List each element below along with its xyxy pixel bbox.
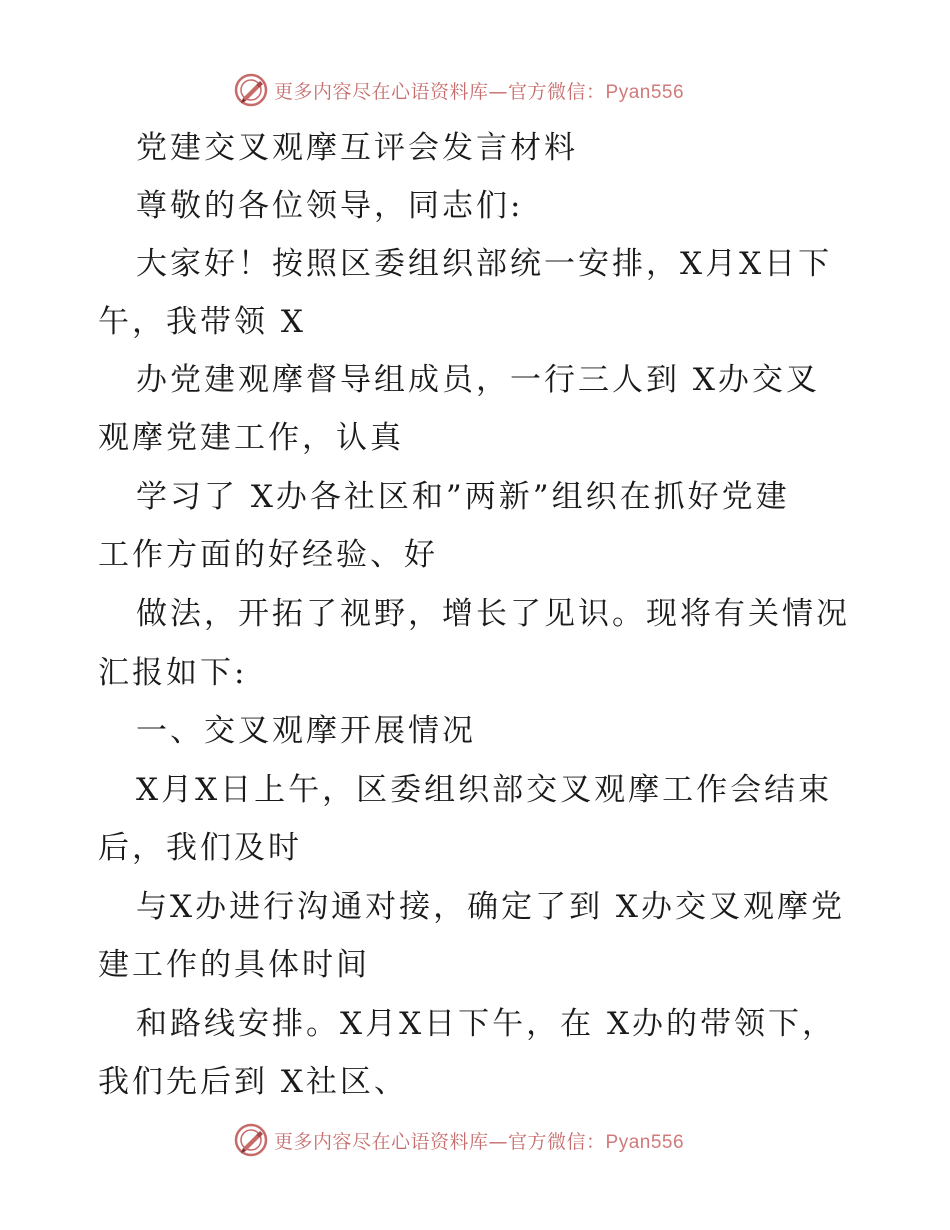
header-watermark-banner: [234, 72, 754, 108]
document-line: 学习了 X办各社区和”两新”组织在抓好党建: [136, 479, 790, 515]
footer-wechat-id: Pyan556: [605, 1131, 685, 1153]
header-banner-text: 更多内容尽在心语资料库—官方微信：Pyan556: [274, 80, 685, 103]
document-line: 午，我带领 X: [98, 304, 306, 340]
footer-watermark-banner: [234, 1122, 754, 1158]
document-line: 大家好！按照区委组织部统一安排，X月X日下: [136, 246, 833, 282]
document-line: 和路线安排。X月X日下午，在 X办的带领下，: [136, 1006, 837, 1042]
document-line: 做法，开拓了视野，增长了见识。现将有关情况: [136, 596, 850, 632]
document-line: 办党建观摩督导组成员，一行三人到 X办交叉: [136, 362, 820, 398]
document-title: 党建交叉观摩互评会发言材料: [136, 130, 578, 166]
footer-banner-text: 更多内容尽在心语资料库—官方微信：Pyan556: [274, 1130, 685, 1153]
header-wechat-id: Pyan556: [605, 81, 685, 103]
document-line: 尊敬的各位领导，同志们:: [136, 188, 524, 224]
document-line: X月X日上午，区委组织部交叉观摩工作会结束: [136, 772, 833, 808]
document-line: 后，我们及时: [98, 830, 302, 866]
document-line: 汇报如下:: [98, 655, 248, 691]
document-line: 建工作的具体时间: [98, 947, 370, 983]
section-heading: 一、交叉观摩开展情况: [136, 713, 476, 749]
document-line: 工作方面的好经验、好: [98, 537, 438, 573]
pen-logo-icon: [234, 1123, 268, 1157]
document-line: 观摩党建工作，认真: [98, 420, 404, 456]
document-line: 我们先后到 X社区、: [98, 1064, 408, 1100]
document-line: 与X办进行沟通对接，确定了到 X办交叉观摩党: [136, 889, 845, 925]
pen-logo-icon: [234, 73, 268, 107]
